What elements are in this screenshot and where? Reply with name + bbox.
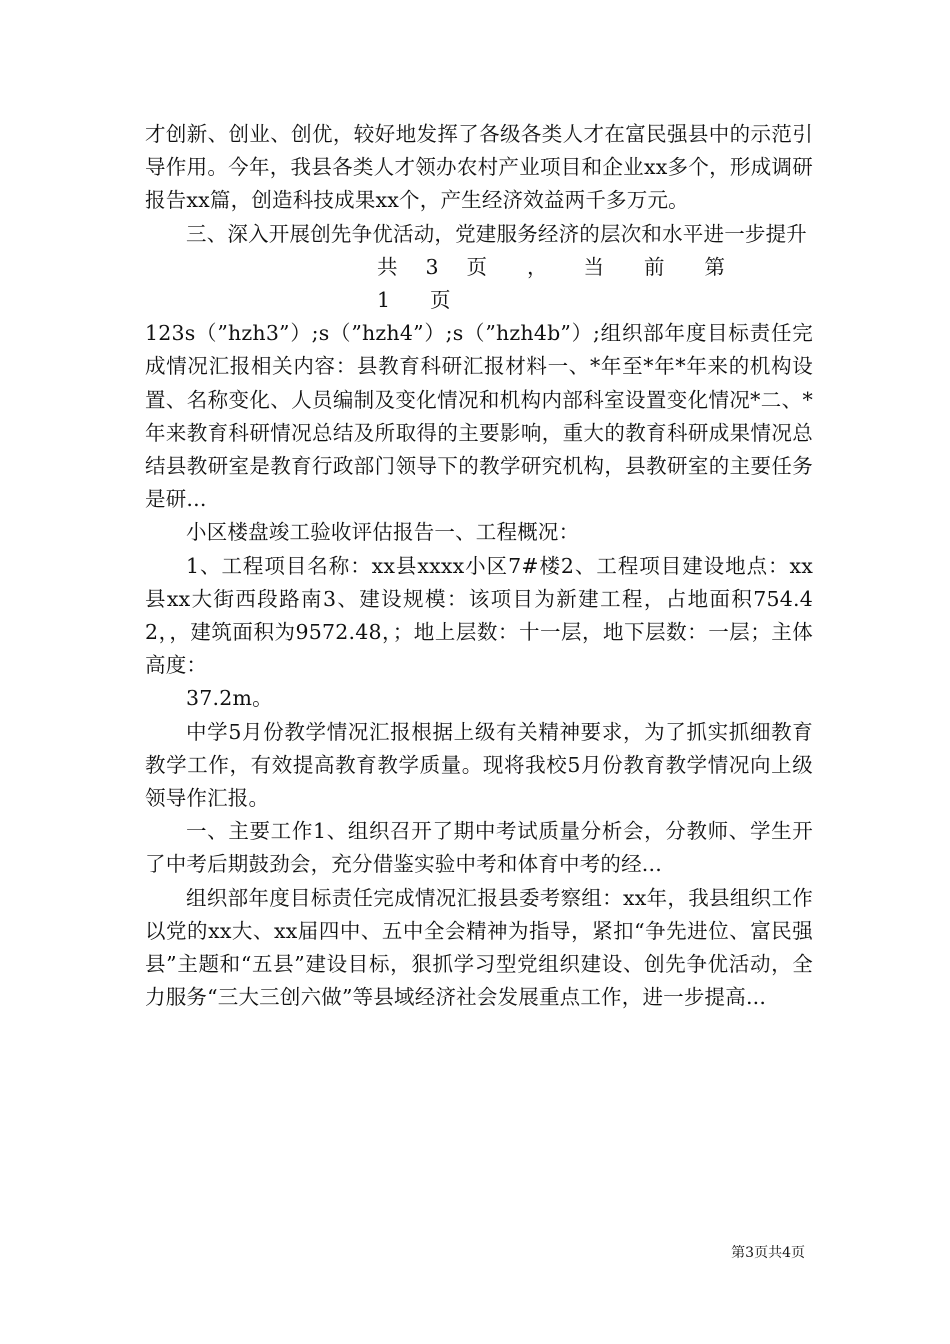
page-indicator-total-label: 共: [377, 254, 398, 279]
page-indicator-current-label-3: 第: [704, 254, 726, 279]
paragraph-9: 组织部年度目标责任完成情况汇报县委考察组：xx年，我县组织工作以党的xx大、xx届四中、五中全会精神为指导，紧扣“争先进位、富民强县”主题和“五县”建设目标，狠抓学习型党组织建设、创先争优活动，全力服务“三大三创六做”等县域经济社会发展重点工作，进一步提高...: [145, 885, 813, 1010]
paragraph-6: 37.2m。: [186, 686, 273, 711]
page-indicator-current: 1: [377, 288, 391, 313]
page-indicator-current-label-2: 前: [644, 254, 665, 279]
paragraph-7: 中学5月份教学情况汇报根据上级有关精神要求，为了抓实抓细教育教学工作，有效提高教育教学质量。现将我校5月份教育教学情况向上级领导作汇报。: [145, 719, 813, 811]
page-indicator-total-unit: 页: [466, 254, 488, 279]
document-body: [145, 118, 813, 1014]
page-footer: 第3页共4页: [731, 1245, 805, 1261]
page-indicator-current-label: 当: [583, 254, 605, 279]
page-indicator-separator: ，: [527, 254, 548, 279]
paragraph-4: 小区楼盘竣工验收评估报告一、工程概况：: [186, 520, 580, 545]
page-indicator-total: 3: [425, 254, 439, 279]
inline-page-indicator: [145, 251, 813, 317]
paragraph-8: 一、主要工作1、组织召开了期中考试质量分析会，分教师、学生开了中考后期鼓劲会，充分借鉴实验中考和体育中考的经...: [145, 819, 813, 877]
paragraph-3: 123s（”hzh3”）;s（”hzh4”）;s（”hzh4b”）;组织部年度目标责任完成情况汇报相关内容：县教育科研汇报材料一、*年至*年*年来的机构设置、名称变化、人员编制及变化情况和机构内部科室设置变化情况*二、*年来教育科研情况总结及所取得的主要影响，重大的教育科研成果情况总结县教研室是教育行政部门领导下的教学研究机构，县教研室的主要任务是研...: [145, 321, 813, 512]
paragraph-2-heading: 三、深入开展创先争优活动，党建服务经济的层次和水平进一步提升: [186, 221, 807, 246]
paragraph-1: 才创新、创业、创优，较好地发挥了各级各类人才在富民强县中的示范引导作用。今年，我县各类人才领办农村产业项目和企业xx多个，形成调研报告xx篇，创造科技成果xx个，产生经济效益两千多万元。: [145, 122, 813, 213]
paragraph-5: 1、工程项目名称：xx县xxxx小区7#楼2、工程项目建设地点：xx县xx大街西段路南3、建设规模：该项目为新建工程，占地面积754.42，，建筑面积为9572.48，；地上层数：十一层，地下层数：一层；主体高度：: [145, 553, 813, 678]
page-indicator-current-unit: 页: [430, 288, 451, 313]
